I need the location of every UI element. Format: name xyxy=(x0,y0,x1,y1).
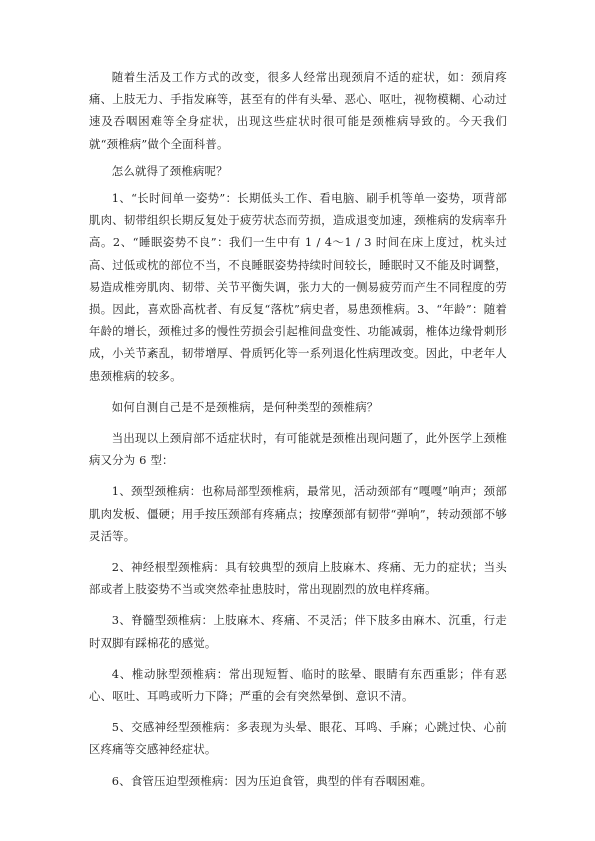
document-page xyxy=(89,66,507,797)
type-1-paragraph: 1、颈型颈椎病：也称局部型颈椎病，最常见，活动颈部有“嘎嘎”响声；颈部肌肉发板、僵硬；用手按压颈部有疼痛点；按摩颈部有韧带“弹响”，转动颈部不够灵活等。 xyxy=(89,484,507,543)
intro-paragraph: 随着生活及工作方式的改变，很多人经常出现颈肩不适的症状，如：颈肩疼痛、上肢无力、手指发麻等，甚至有的伴有头晕、恶心、呕吐，视物模糊、心动过速及吞咽困难等全身症状，出现这些症状时很可能是颈椎病导致的。今天我们就“颈椎病”做个全面科普。 xyxy=(89,70,507,151)
self-test-question: 如何自测自己是不是颈椎病，是何种类型的颈椎病？ xyxy=(111,399,379,414)
causes-paragraph: 1、“长时间单一姿势”：长期低头工作、看电脑、刷手机等单一姿势，项背部肌肉、韧带组织长期反复处于疲劳状态而劳损，造成退变加速，颈椎病的发病率升高。2、“睡眠姿势不良”：我们一生中有 1 / 4～1 / 3 时间在床上度过，枕头过高、过低或枕的部位不当，不良睡眠姿势持续时间较长，睡眠时又不能及时调整，易造成椎旁肌肉、韧带、关节平衡失调，张力大的一侧易疲劳而产生不同程度的劳损。因此，喜欢卧高枕者、有反复“落枕”病史者，易患颈椎病。3、“年龄”：随着年龄的增长，颈椎过多的慢性劳损会引起椎间盘变性、功能减弱，椎体边缘骨刺形成，小关节紊乱，韧带增厚、骨质钙化等一系列退化性病理改变。因此，中老年人患颈椎病的较多。 xyxy=(89,191,507,383)
types-intro-paragraph: 当出现以上颈肩部不适症状时，有可能就是颈椎出现问题了，此外医学上颈椎病又分为 6 型： xyxy=(89,431,507,468)
type-3-paragraph: 3、脊髓型颈椎病：上肢麻木、疼痛、不灵活；伴下肢多由麻木、沉重，行走时双脚有踩棉花的感觉。 xyxy=(89,613,507,650)
type-4-paragraph: 4、椎动脉型颈椎病：常出现短暂、临时的眩晕、眼睛有东西重影；伴有恶心、呕吐、耳鸣或听力下降；严重的会有突然晕倒、意识不清。 xyxy=(89,666,507,704)
type-5-paragraph: 5、交感神经型颈椎病：多表现为头晕、眼花、耳鸣、手麻；心跳过快、心前区疼痛等交感神经症状。 xyxy=(89,720,507,757)
type-6-paragraph: 6、食管压迫型颈椎病：因为压迫食管，典型的伴有吞咽困难。 xyxy=(111,773,433,788)
type-2-paragraph: 2、神经根型颈椎病：具有较典型的颈肩上肢麻木、疼痛、无力的症状；当头部或者上肢姿势不当或突然牵扯患肢时，常出现剧烈的放电样疼痛。 xyxy=(89,560,507,597)
causes-question: 怎么就得了颈椎病呢？ xyxy=(111,163,228,178)
